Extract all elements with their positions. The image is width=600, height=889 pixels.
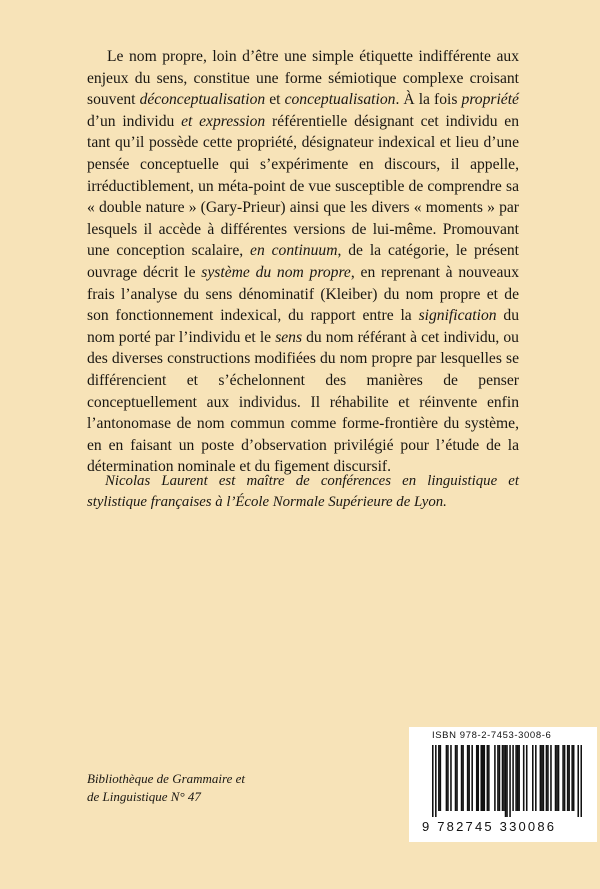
blurb-italic-run: propriété [461,91,519,109]
barcode-bar [512,745,514,811]
barcode-bar [482,745,484,811]
barcode-bar [484,745,486,811]
barcode-bar [480,745,482,811]
author-note-text: Nicolas Laurent est maître de conférences en linguistique et stylistique françaises à l’École Normale Supérieure de Lyon. [87,473,519,510]
barcode-bar [487,745,489,811]
barcode-bar [568,745,570,811]
barcode-bar [499,745,501,811]
barcode-bar [556,745,558,811]
ean-digits: 9 782745 330086 [422,819,557,834]
blurb-italic-run: conceptualisation [284,91,396,109]
blurb-run: du nom référant à cet individu, ou des diverses constructions modifiées du nom propre par lesquelles se différencient et s’échelonnent des manières de penser conceptuellement aux individus. Il réhabilite et réinvente enfin l’antonomase de nom commun comme forme-frontière du système, en en faisant un poste d’observation privilégié pour l’étude de la détermination nominale et du figement discursif. [87,328,519,476]
blurb-italic-run: système du nom propre [201,263,351,281]
blurb-italic-run: sens [275,328,303,346]
blurb-run: , de la catégorie, le présent ouvrage décrit le [87,242,519,281]
barcode-bar [580,745,582,817]
blurb-run: , en reprenant à nouveaux frais l’analyse du sens dénominatif (Kleiber) du nom propre et de son fonctionnement indexical, du rapport entre la [87,263,519,325]
barcode-bar [564,745,566,811]
blurb-italic-run: déconceptualisation [139,91,266,109]
barcode-bar [446,745,448,811]
series-info [87,770,327,806]
barcode-bar [577,745,579,817]
barcode-bar [509,745,511,817]
barcode-bar [532,745,534,811]
barcode-bar [494,745,496,811]
barcode-bar [456,745,458,811]
barcode-bar [526,745,528,811]
barcode-bar [535,745,537,811]
barcode-bar [547,745,549,811]
barcode-bar [497,745,499,811]
blurb-run: et [265,91,285,109]
blurb-run: référentielle désignant cet individu en tant qu’il possède cette propriété, désignateur indexical et lieu d’une pensée conceptuelle qui s’expérimente en discours, il appelle, irréductiblement, un méta-point de vue susceptible de comprendre sa « double nature » (Gary-Prieur) ainsi que les divers « moments » par lesquels il accède à différentes versions de lui-même. Promouvant une conception scalaire, [87,112,519,260]
barcode-bar [438,745,440,811]
isbn-label: ISBN 978-2-7453-3008-6 [432,730,552,741]
barcode-bar [461,745,463,811]
barcode-bar [558,745,560,811]
barcode-bar [518,745,520,811]
barcode-bar [471,745,473,811]
barcode-bar [488,745,490,811]
barcode-bar [503,745,505,811]
barcode-bar [467,745,469,811]
series-line-2: de Linguistique N° 47 [87,789,201,804]
blurb-run: . À la fois [395,91,462,109]
series-line-1: Bibliothèque de Grammaire et [87,771,246,786]
blurb-run: d’un individu [87,112,182,130]
barcode-bar [540,745,542,811]
barcode-bar [477,745,479,811]
barcode-bar [450,745,452,811]
blurb-italic-run: signification [418,307,497,325]
blurb-text [87,46,519,478]
barcode-bar [517,745,519,811]
barcode-bar [541,745,543,811]
barcode-bar [440,745,442,811]
barcode-bar [562,745,564,811]
barcode-bar [455,745,457,811]
barcode-bar [571,745,573,811]
blurb-italic-run: en continuum [250,242,338,260]
blurb-italic-run: et expression [181,112,266,130]
blurb-run: Le nom propre, loin d’être une simple étiquette indifférente aux enjeux du sens, constitue une forme sémiotique complexe croisant souvent [87,48,519,109]
barcode-bar [546,745,548,811]
barcode-bar [468,745,470,811]
barcode-bar [462,745,464,811]
barcode-bar [523,745,525,811]
barcode-bar [506,745,508,817]
barcode-bar [502,745,504,811]
blurb-paragraph [87,46,519,478]
barcode-bars [432,745,582,817]
barcode-bar [543,745,545,811]
blurb-run: du nom porté par l’individu et le [87,307,519,346]
barcode-bar [555,745,557,811]
barcode-bar [505,745,507,817]
barcode-bar [550,745,552,811]
barcode-bar [476,745,478,811]
author-note [87,471,519,512]
barcode [409,727,597,842]
barcode-bar [432,745,434,817]
barcode-bar [515,745,517,811]
barcode-bar [567,745,569,811]
barcode-bar [573,745,575,811]
barcode-bar [435,745,437,817]
barcode-bar [447,745,449,811]
